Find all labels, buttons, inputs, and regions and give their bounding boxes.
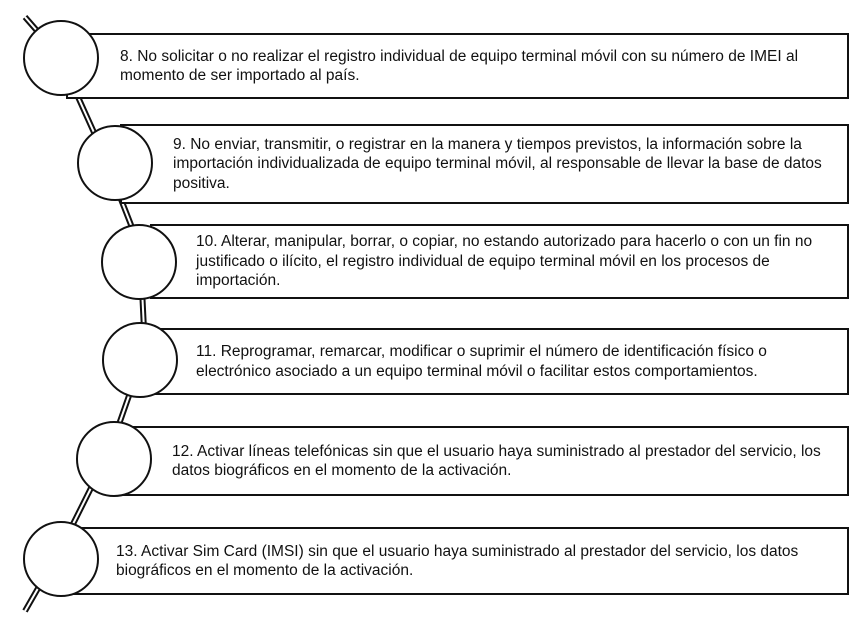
item-text: 9. No enviar, transmitir, o registrar en la manera y tiempos previstos, la información sobre la importación individualizada de equipo terminal móvil, al responsable de llevar la base de datos positiva. <box>173 135 822 192</box>
list-item <box>118 426 849 496</box>
item-text: 12. Activar líneas telefónicas sin que el usuario haya suministrado al prestador del servicio, los datos biográficos en el momento de la activación. <box>172 442 821 479</box>
list-item <box>66 33 849 99</box>
list-item <box>66 527 849 595</box>
timeline-node <box>76 421 152 497</box>
item-text: 13. Activar Sim Card (IMSI) sin que el usuario haya suministrado al prestador del servicio, los datos biográficos en el momento de la activación. <box>116 542 799 579</box>
item-text: 10. Alterar, manipular, borrar, o copiar, no estando autorizado para hacerlo o con un fin no justificado o ilícito, el registro individual de equipo terminal móvil en los procesos de importación. <box>196 233 813 290</box>
timeline-node <box>101 224 177 300</box>
item-text: 11. Reprogramar, remarcar, modificar o suprimir el número de identificación físico o electrónico asociado a un equipo terminal móvil o facilitar estos comportamientos. <box>196 343 767 380</box>
timeline-node <box>23 20 99 96</box>
item-text: 8. No solicitar o no realizar el registro individual de equipo terminal móvil con su número de IMEI al momento de ser importado al país. <box>120 47 799 84</box>
timeline-node <box>102 322 178 398</box>
list-item <box>150 224 849 299</box>
list-item <box>148 328 849 395</box>
timeline-node <box>23 521 99 597</box>
timeline-node <box>77 125 153 201</box>
list-item <box>120 124 849 204</box>
